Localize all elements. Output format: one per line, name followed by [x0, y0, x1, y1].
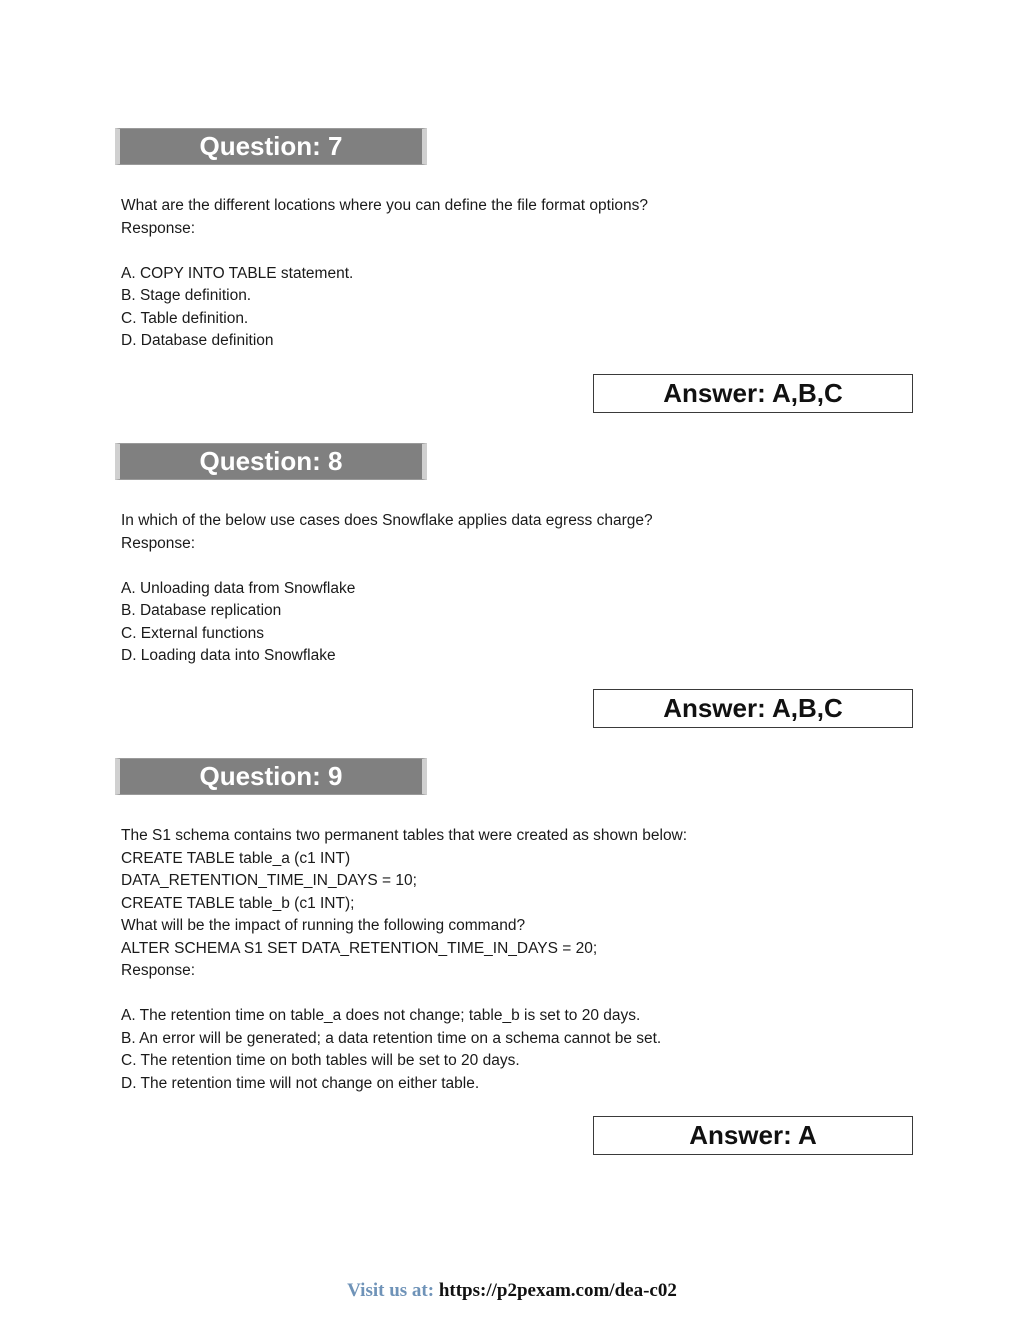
question-7-option-a: A. COPY INTO TABLE statement.	[121, 264, 354, 282]
question-9-text-line: CREATE TABLE table_a (c1 INT)	[121, 849, 351, 867]
question-9-option-b: B. An error will be generated; a data retention time on a schema cannot be set.	[121, 1029, 662, 1047]
question-9-option-c: C. The retention time on both tables will be set to 20 days.	[121, 1052, 520, 1069]
question-9-answer: Answer: A	[593, 1116, 913, 1155]
question-9-body	[121, 825, 901, 1095]
question-7-heading-text: Question: 7	[199, 131, 343, 161]
question-9-response-label: Response:	[121, 962, 196, 979]
question-9-text-line: DATA_RETENTION_TIME_IN_DAYS = 10;	[121, 872, 417, 889]
footer-visit-label: Visit us at:	[347, 1280, 435, 1301]
question-9-text-line: The S1 schema contains two permanent tables that were created as shown below:	[121, 827, 688, 844]
question-8-option-a: A. Unloading data from Snowflake	[121, 579, 356, 597]
question-8-option-d: D. Loading data into Snowflake	[121, 647, 336, 664]
question-7-body	[121, 195, 901, 353]
question-8-heading-text: Question: 8	[199, 446, 343, 476]
question-7-answer: Answer: A,B,C	[593, 374, 913, 413]
question-8-answer: Answer: A,B,C	[593, 689, 913, 728]
question-7-option-b: B. Stage definition.	[121, 287, 252, 304]
question-7-text: What are the different locations where you can define the file format options?	[121, 197, 649, 214]
question-8-response-label: Response:	[121, 534, 196, 552]
question-8-heading	[115, 443, 427, 480]
footer-url-link[interactable]: https://p2pexam.com/dea-c02	[438, 1280, 677, 1301]
question-8-option-c: C. External functions	[121, 624, 265, 642]
question-9-text-line: What will be the impact of running the following command?	[121, 917, 526, 934]
question-8-text: In which of the below use cases does Snowflake applies data egress charge?	[121, 512, 653, 529]
question-9-option-d: D. The retention time will not change on either table.	[121, 1074, 480, 1092]
question-8-body	[121, 510, 901, 668]
question-7-option-d: D. Database definition	[121, 332, 274, 349]
question-8-option-b: B. Database replication	[121, 602, 282, 619]
question-9-text-line: CREATE TABLE table_b (c1 INT);	[121, 894, 355, 912]
question-9-heading	[115, 758, 427, 795]
question-9-heading-text: Question: 9	[199, 761, 343, 791]
page-footer	[0, 1280, 1024, 1302]
question-9-text-line: ALTER SCHEMA S1 SET DATA_RETENTION_TIME_IN_DAYS = 20;	[121, 939, 598, 957]
question-7-heading	[115, 128, 427, 165]
question-7-option-c: C. Table definition.	[121, 309, 249, 327]
question-9-option-a: A. The retention time on table_a does not change; table_b is set to 20 days.	[121, 1007, 641, 1024]
question-7-response-label: Response:	[121, 219, 196, 237]
